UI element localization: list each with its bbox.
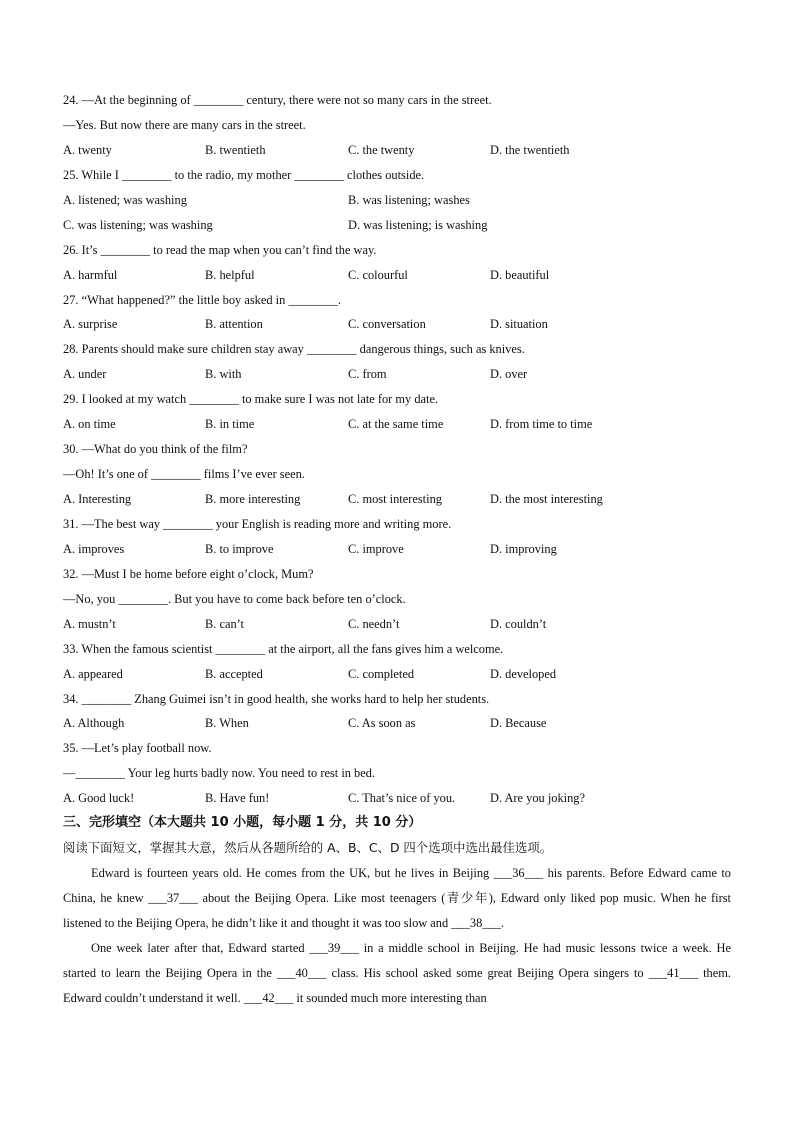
option-d[interactable]: D. couldn’t xyxy=(490,616,547,631)
option-row xyxy=(63,487,731,512)
option-b[interactable]: B. more interesting xyxy=(205,492,301,506)
option-row xyxy=(63,612,731,637)
question-stem: —________ Your leg hurts badly now. You need to rest in bed. xyxy=(63,766,376,781)
question-stem: 35. —Let’s play football now. xyxy=(63,741,212,756)
option-d[interactable]: D. Because xyxy=(490,716,547,731)
option-b[interactable]: B. accepted xyxy=(205,666,263,681)
option-d[interactable]: D. improving xyxy=(490,541,557,556)
option-d[interactable]: D. the twentieth xyxy=(490,142,570,157)
option-c[interactable]: C. most interesting xyxy=(348,492,442,506)
question-stem: 34. ________ Zhang Guimei isn’t in good health, she works hard to help her students. xyxy=(63,691,490,706)
option-row xyxy=(63,312,731,337)
option-c[interactable]: C. was listening; was washing xyxy=(63,217,213,232)
question-stem: 25. While I ________ to the radio, my mother ________ clothes outside. xyxy=(63,167,425,182)
question-32 xyxy=(63,562,731,637)
option-a[interactable]: A. mustn’t xyxy=(63,616,116,631)
option-c[interactable]: C. needn’t xyxy=(348,616,400,631)
question-stem: 28. Parents should make sure children stay away ________ dangerous things, such as knives. xyxy=(63,342,525,357)
option-b[interactable]: B. in time xyxy=(205,417,255,432)
question-stem: 33. When the famous scientist ________ at the airport, all the fans gives him a welcome. xyxy=(63,641,504,656)
option-a[interactable]: A. surprise xyxy=(63,317,118,332)
option-row xyxy=(63,412,731,437)
question-34 xyxy=(63,687,731,737)
option-c[interactable]: C. As soon as xyxy=(348,716,416,731)
option-a[interactable]: A. harmful xyxy=(63,267,118,282)
option-b[interactable]: B. twentieth xyxy=(205,142,266,157)
option-c[interactable]: C. the twenty xyxy=(348,142,415,157)
question-24 xyxy=(63,88,731,163)
option-a[interactable]: A. Good luck! xyxy=(63,791,135,806)
passage-paragraph: Edward is fourteen years old. He comes from the UK, but he lives in Beijing ___36___ his parents. Before Edward came to China, he knew ___37___ about the Beijing Opera. Like most teenagers (青少年), Edward only liked pop music. When he first listened to the Beijing Opera, he didn’t like it and thought it was too slow and ___38___. xyxy=(63,866,731,930)
option-row xyxy=(63,263,731,288)
option-b[interactable]: B. When xyxy=(205,716,249,731)
option-c[interactable]: C. That’s nice of you. xyxy=(348,791,456,806)
section-title: 三、完形填空（本大题共 10 小题，每小题 1 分，共 10 分） xyxy=(63,815,422,831)
option-d[interactable]: D. Are you joking? xyxy=(490,791,585,806)
option-d[interactable]: D. situation xyxy=(490,317,548,332)
option-d[interactable]: D. from time to time xyxy=(490,417,593,432)
option-c[interactable]: C. from xyxy=(348,367,387,382)
option-c[interactable]: C. colourful xyxy=(348,267,408,282)
option-d[interactable]: D. developed xyxy=(490,666,557,681)
option-a[interactable]: A. Although xyxy=(63,716,125,731)
option-a[interactable]: A. listened; was washing xyxy=(63,192,187,207)
question-31 xyxy=(63,512,731,562)
question-29 xyxy=(63,387,731,437)
option-a[interactable]: A. twenty xyxy=(63,142,112,157)
option-b[interactable]: B. attention xyxy=(205,317,263,332)
option-d[interactable]: D. was listening; is washing xyxy=(348,217,488,232)
question-26 xyxy=(63,238,731,288)
option-a[interactable]: A. Interesting xyxy=(63,492,132,506)
option-d[interactable]: D. over xyxy=(490,367,528,382)
option-a[interactable]: A. on time xyxy=(63,417,116,432)
option-row xyxy=(63,786,731,811)
option-d[interactable]: D. beautiful xyxy=(490,267,550,282)
option-a[interactable]: A. under xyxy=(63,367,107,382)
option-row xyxy=(63,138,731,163)
option-b[interactable]: B. can’t xyxy=(205,616,244,631)
question-stem: 31. —The best way ________ your English is reading more and writing more. xyxy=(63,516,452,531)
option-c[interactable]: C. at the same time xyxy=(348,417,444,432)
question-28 xyxy=(63,337,731,387)
question-stem: 32. —Must I be home before eight o’clock, Mum? xyxy=(63,566,314,581)
question-30 xyxy=(63,437,731,512)
option-row xyxy=(63,537,731,562)
question-stem: 27. “What happened?” the little boy asked in ________. xyxy=(63,292,342,307)
question-stem: 29. I looked at my watch ________ to make sure I was not late for my date. xyxy=(63,392,439,407)
option-row xyxy=(63,662,731,687)
question-stem: —No, you ________. But you have to come back before ten o’clock. xyxy=(63,591,406,606)
option-b[interactable]: B. helpful xyxy=(205,267,255,282)
exam-page xyxy=(63,88,731,1011)
option-a[interactable]: A. appeared xyxy=(63,666,123,681)
option-row xyxy=(63,213,731,238)
option-b[interactable]: B. was listening; washes xyxy=(348,192,470,207)
question-35 xyxy=(63,736,731,811)
question-27 xyxy=(63,288,731,338)
option-b[interactable]: B. Have fun! xyxy=(205,791,270,806)
option-d[interactable]: D. the most interesting xyxy=(490,492,603,506)
question-stem: 26. It’s ________ to read the map when you can’t find the way. xyxy=(63,242,377,257)
option-c[interactable]: C. conversation xyxy=(348,317,426,332)
option-row xyxy=(63,188,731,213)
question-stem: 24. —At the beginning of ________ century, there were not so many cars in the street. xyxy=(63,93,492,107)
option-c[interactable]: C. improve xyxy=(348,541,404,556)
option-b[interactable]: B. to improve xyxy=(205,541,274,556)
question-stem: —Yes. But now there are many cars in the street. xyxy=(63,117,306,132)
question-33 xyxy=(63,637,731,687)
question-stem: —Oh! It’s one of ________ films I’ve ever seen. xyxy=(63,467,305,482)
option-c[interactable]: C. completed xyxy=(348,666,415,681)
question-25 xyxy=(63,163,731,238)
section-instruction: 阅读下面短文，掌握其大意，然后从各题所给的 A、B、C、D 四个选项中选出最佳选项。 xyxy=(63,840,553,856)
option-row xyxy=(63,362,731,387)
option-a[interactable]: A. improves xyxy=(63,541,125,556)
question-stem: 30. —What do you think of the film? xyxy=(63,442,248,457)
option-row xyxy=(63,711,731,736)
option-b[interactable]: B. with xyxy=(205,367,242,382)
passage-paragraph: One week later after that, Edward started ___39___ in a middle school in Beijing. He had music lessons twice a week. He started to learn the Beijing Opera in the ___40___ class. His school asked some great Beijing Opera singers to ___41___ them. Edward couldn’t understand it well. ___42___ it sounded much more interesting than xyxy=(63,940,731,1005)
